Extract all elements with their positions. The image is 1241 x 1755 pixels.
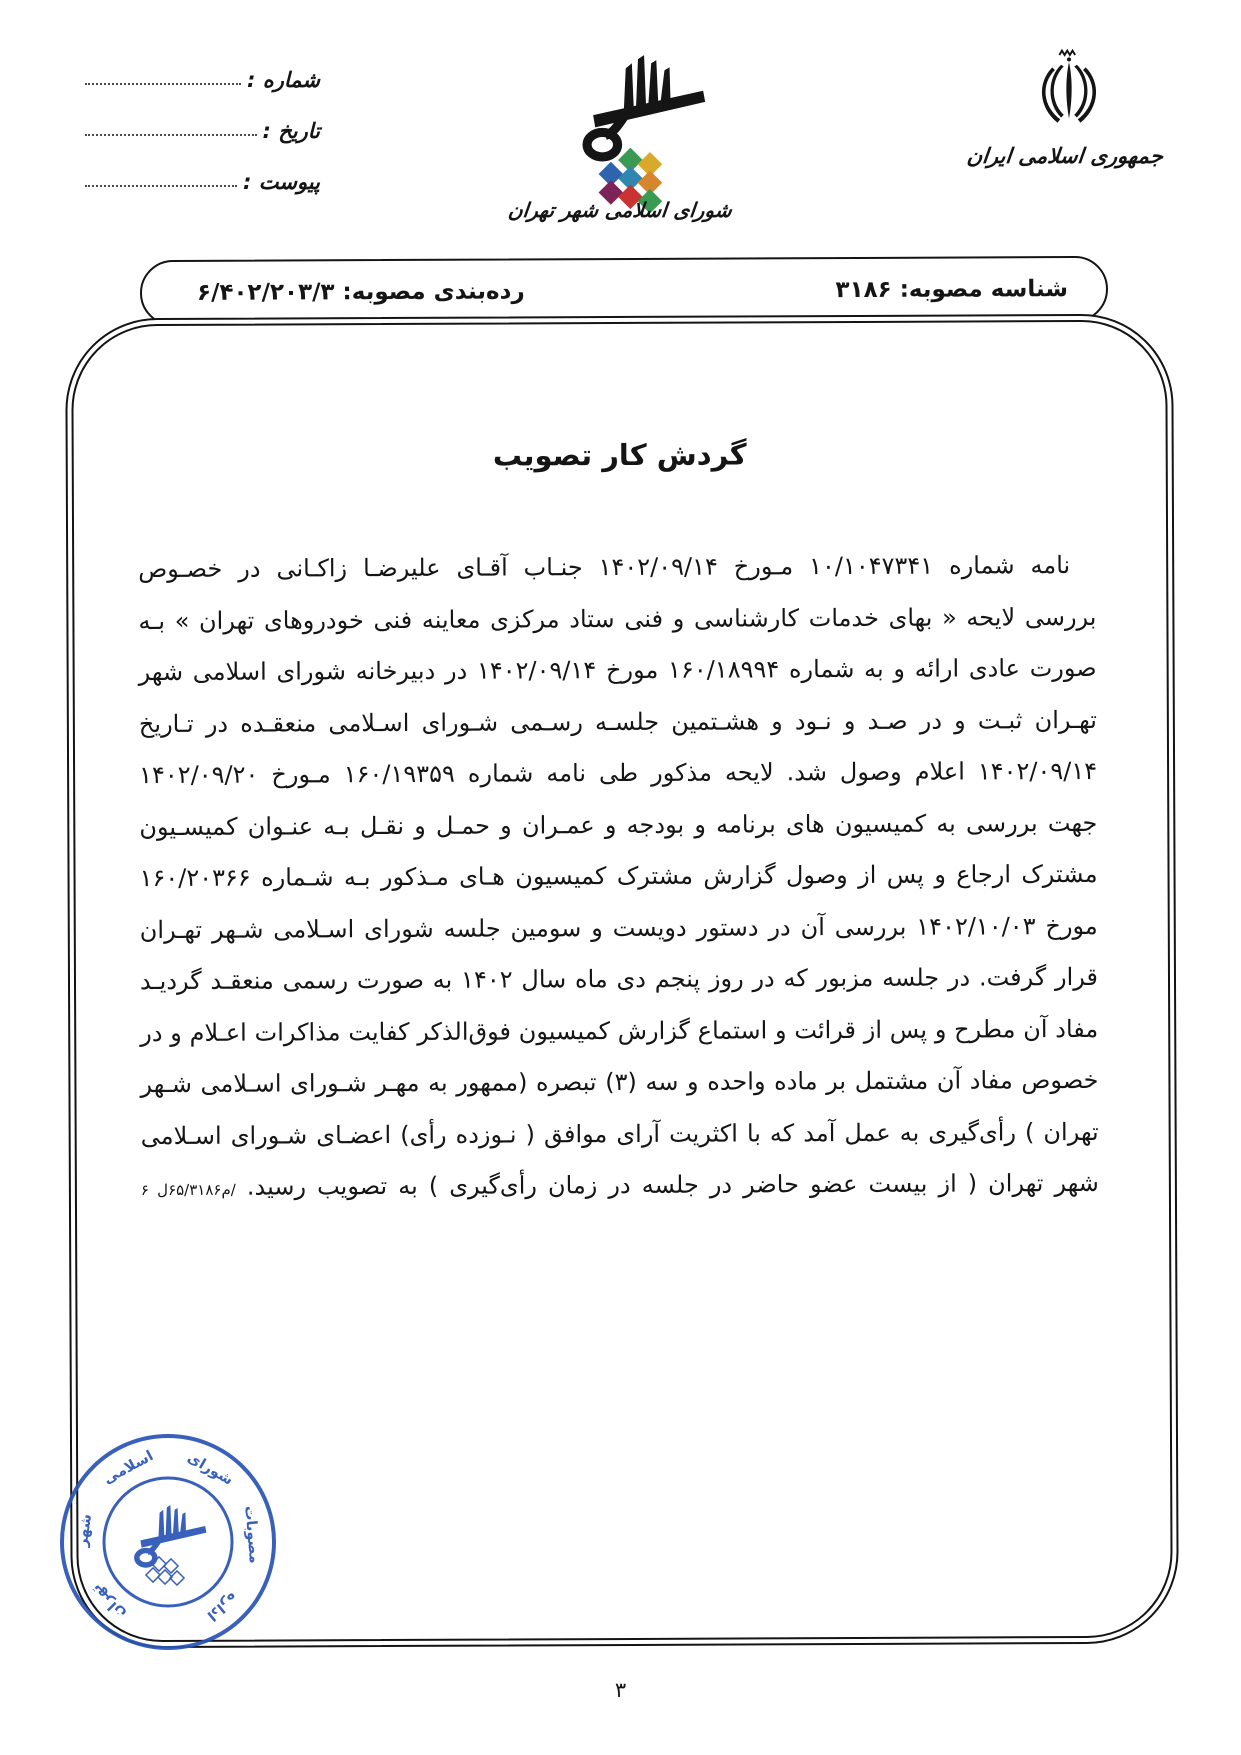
stamp-word: اداره	[203, 1589, 241, 1624]
body-line: مفاد آن مطرح و پس از قرائت و استماع گزارش کمیسیون فوق‌الذکر کفایت مذاکرات اعـلام و در	[140, 1014, 1099, 1047]
body-line: مشترک ارجاع و پس از وصول گزارش مشترک کمیسیون هـای مـذکور بـه شـماره ۱۶۰/۲۰۳۶۶	[139, 859, 1098, 893]
body-line: قرار گرفت. در جلسه مزبور که در روز پنجم دی ماه سال ۱۴۰۲ به صورت رسمی منعقـد گردیـد	[139, 962, 1099, 996]
body-line-last	[141, 1158, 1099, 1214]
body-line: جهت بررسی به کمیسیون های برنامه و بودجه و عمـران و حمـل و نقـل بـه عنـوان کمیسـیون	[139, 808, 1098, 841]
stamp-mosaic-icon	[141, 1556, 195, 1586]
emblem-caption: جمهوری اسلامی ایران	[965, 144, 1165, 168]
council-logo	[470, 40, 770, 240]
field-attachment	[85, 160, 320, 194]
office-stamp	[56, 1430, 280, 1654]
body-line: خصوص مفاد آن مشتمل بر ماده واحده و سه (۳) تبصره (ممهور به مهـر شـورای اسـلامی شـهر	[140, 1065, 1099, 1099]
stamp-word: اسلامی	[101, 1448, 157, 1488]
body-line: بررسی لایحه « بهای خدمات کارشناسی و فنی ستاد مرکزی معاینه فنی خودروهای تهران » بـه	[138, 602, 1097, 635]
field-number	[85, 58, 320, 92]
reference-note: /م۶۵/۳۱۸۶ل ۶	[140, 1180, 236, 1200]
field-attachment-label: پیوست :	[243, 170, 320, 194]
stamp-word: شورای	[184, 1449, 236, 1489]
stamp-word: شهر	[74, 1512, 96, 1548]
body-line: صورت عادی ارائه و به شماره ۱۶۰/۱۸۹۹۴ مورخ ۱۴۰۲/۰۹/۱۴ در دبیرخانه شورای اسلامی شهر	[138, 653, 1097, 687]
last-line-text: شهر تهران ( از بیست عضو حاضر در جلسه در زمان رأی‌گیری ) به تصویب رسید.	[246, 1168, 1099, 1201]
council-calligraphy-icon	[565, 50, 715, 162]
letterhead-fields	[85, 58, 320, 211]
field-number-label: شماره :	[247, 68, 320, 92]
approval-id-label: شناسه مصوبه: ۳۱۸۶	[835, 276, 1069, 304]
national-emblem	[940, 42, 1190, 192]
page-number: ۳	[614, 1678, 627, 1702]
dotted-line	[85, 185, 237, 187]
stamp-word: تهران	[88, 1581, 129, 1622]
body-line: تهـران ثبـت و در صـد و نـود و هشـتمین جلسـه رسـمی شـورای اسـلامی منعقـده در تـاریخ	[138, 705, 1097, 738]
dotted-line	[85, 134, 257, 136]
document-title: گردش کار تصویب	[492, 437, 747, 473]
body-line: مورخ ۱۴۰۲/۱۰/۰۳ بررسی آن در دستور دویست و سومین جلسه شورای اسـلامی شـهر تهـران	[139, 911, 1098, 944]
field-date	[85, 109, 320, 143]
dotted-line	[85, 83, 241, 85]
body-line: نامه شماره ۱۰/۱۰۴۷۳۴۱ مـورخ ۱۴۰۲/۰۹/۱۴ جنـاب آقـای علیرضـا زاکـانی در خصـوص	[138, 551, 1071, 584]
field-date-label: تاریخ :	[262, 119, 320, 143]
council-logo-caption: شورای اسلامی شهر تهران	[506, 198, 734, 222]
body-line: تهران ) رأی‌گیری به عمل آمد که با اکثریت آرای موافق ( نـوزده رأی) اعضـای شـورای اسـلامی	[140, 1117, 1099, 1150]
document-body	[138, 540, 1099, 1214]
classification-label: رده‌بندی مصوبه: ۶/۴۰۲/۲۰۳/۳	[196, 278, 525, 306]
iran-emblem-icon	[1025, 46, 1113, 138]
body-line: ۱۴۰۲/۰۹/۱۴ اعلام وصول شد. لایحه مذکور طی نامه شماره ۱۶۰/۱۹۳۵۹ مـورخ ۱۴۰۲/۰۹/۲۰	[139, 756, 1098, 790]
stamp-word: مصوبات	[241, 1505, 263, 1565]
